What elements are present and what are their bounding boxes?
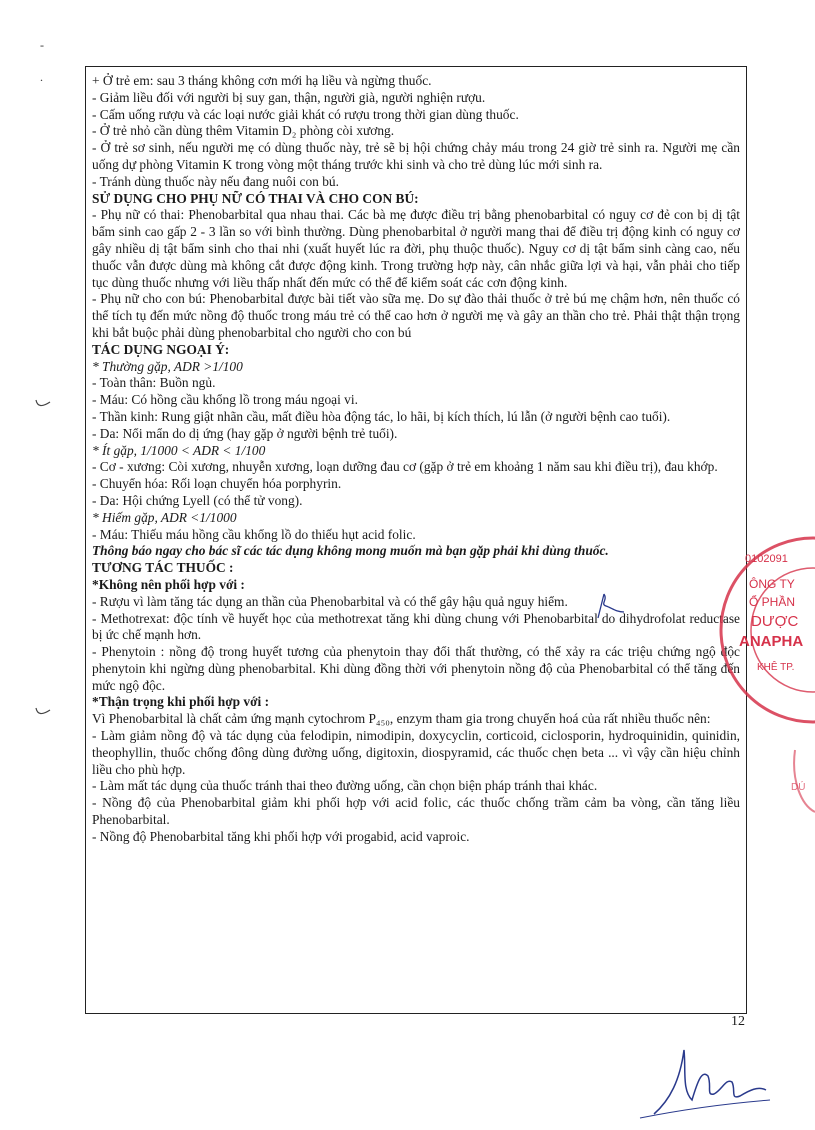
text-line: - Giảm liều đối với người bị suy gan, thận, người già, người nghiện rượu.	[92, 89, 486, 105]
page-number: 12	[731, 1014, 745, 1029]
margin-mark: .	[40, 70, 43, 84]
text-line: - Phenytoin : nồng độ trong huyết tương của phenytoin thay đổi thất thường, có thể xảy ra các triệu chứng ngộ độc phenytoin khi ngừng dùng phenobarbital. Khi dùng đồng thời với phenytoin nồng độ của Phenobarbital có thể tăng đến mức ngộ độc.	[92, 644, 740, 693]
svg-text:Ổ PHẦN: Ổ PHẦN	[749, 595, 796, 609]
punch-hole-mark	[34, 706, 52, 720]
text-line: - Rượu vì làm tăng tác dụng an thần của Phenobarbital và có thể gây hậu quả nguy hiểm.	[92, 593, 568, 609]
margin-mark: -	[40, 38, 44, 52]
frequency-label: * Thường gặp, ADR >1/100	[92, 358, 243, 374]
text-line: - Methotrexat: độc tính về huyết học của methotrexat tăng khi dùng chung với Phenobarbital do dihydrofolat reductase bị ức chế mạnh hơn.	[92, 610, 740, 643]
svg-text:DƯỢC: DƯỢC	[751, 613, 799, 630]
text-line: - Phụ nữ có thai: Phenobarbital qua nhau thai. Các bà mẹ được điều trị bằng phenobarbital có nguy cơ đẻ con bị dị tật bẩm sinh cao gấp 2 - 3 lần so với bình thường. Dùng phenobarbital ở người mang thai để điều trị động kinh có nguy cơ gây nhiều dị tật bẩm sinh cho thai nhi (xuất huyết lúc ra đời, phụ thuộc thuốc). Nguy cơ dị tật bẩm sinh càng cao, nếu thuốc vẫn được dùng mà không cắt được động kinh. Trong trường hợp này, cân nhắc giữa lợi và hại, vẫn phải cho tiếp tục dùng thuốc nhưng với liều thấp nhất đến mức có thể để kiểm soát các cơn động kinh.	[92, 207, 740, 290]
text-line: - Phụ nữ cho con bú: Phenobarbital được bài tiết vào sữa mẹ. Do sự đào thải thuốc ở trẻ bú mẹ chậm hơn, nên thuốc có thể tích tụ đến mức nồng độ thuốc trong máu trẻ có thể cao hơn ở người mẹ và gây an thần cho trẻ. Phải thật thận trọng khi bắt buộc phải dùng phenobarbital cho người cho con bú	[92, 291, 740, 340]
text-line: - Làm mất tác dụng của thuốc tránh thai theo đường uống, cần chọn biện pháp tránh thai khác.	[92, 778, 598, 794]
section-heading: SỬ DỤNG CHO PHỤ NỮ CÓ THAI VÀ CHO CON BÚ:	[92, 190, 419, 206]
text-line: Vì Phenobarbital là chất cảm ứng mạnh cytochrom P₄₅₀, enzym tham gia trong chuyển hoá của rất nhiều thuốc nên:	[92, 711, 711, 727]
frequency-label: * Ít gặp, 1/1000 < ADR < 1/100	[92, 442, 266, 458]
text-line: - Nồng độ Phenobarbital tăng khi phối hợp với progabid, acid vaproic.	[92, 828, 470, 844]
text-line: - Chuyển hóa: Rối loạn chuyển hóa porphyrin.	[92, 476, 342, 492]
initials-signature	[590, 590, 630, 622]
text-line: - Da: Nổi mẩn do dị ứng (hay gặp ở người bệnh trẻ tuổi).	[92, 425, 398, 441]
text-line: - Ở trẻ nhỏ cần dùng thêm Vitamin D₂ phòng còi xương.	[92, 123, 395, 139]
punch-hole-mark	[34, 398, 52, 412]
section-heading: TÁC DỤNG NGOẠI Ý:	[92, 341, 230, 357]
signature	[640, 1030, 770, 1120]
text-line: + Ở trẻ em: sau 3 tháng không cơn mới hạ liều và ngừng thuốc.	[92, 73, 432, 88]
text-line: - Nồng độ của Phenobarbital giảm khi phối hợp với acid folic, các thuốc chống trầm cảm ba vòng, cần tăng liều Phenobarbital.	[92, 795, 740, 828]
warning-notice: Thông báo ngay cho bác sĩ các tác dụng không mong muốn mà bạn gặp phải khi dùng thuốc.	[92, 543, 609, 559]
text-line: - Ở trẻ sơ sinh, nếu người mẹ có dùng thuốc này, trẻ sẽ bị hội chứng chảy máu trong 24 giờ trẻ sinh ra. Người mẹ cần uống dự phòng Vitamin K trong vòng một tháng trước khi sinh và cho trẻ dùng lúc mới sinh ra.	[92, 140, 740, 172]
text-line: - Máu: Thiếu máu hồng cầu khổng lồ do thiếu hụt acid folic.	[92, 526, 416, 542]
company-stamp	[735, 520, 815, 840]
text-line: - Tránh dùng thuốc này nếu đang nuôi con bú.	[92, 173, 339, 189]
text-line: - Da: Hội chứng Lyell (có thể tử vong).	[92, 492, 303, 508]
svg-text:ANAPHA: ANAPHA	[739, 633, 804, 650]
svg-text:DÚ: DÚ	[791, 782, 806, 793]
text-line: - Cấm uống rượu và các loại nước giải khát có rượu trong thời gian dùng thuốc.	[92, 106, 519, 122]
section-heading: TƯƠNG TÁC THUỐC :	[92, 560, 234, 576]
frequency-label: * Hiếm gặp, ADR <1/1000	[92, 509, 237, 525]
svg-text:0102091: 0102091	[745, 553, 788, 565]
text-line: - Máu: Có hồng cầu khổng lồ trong máu ngoại vi.	[92, 392, 358, 408]
document-body	[85, 66, 747, 1014]
subsection-heading: *Thận trọng khi phối hợp với :	[92, 694, 270, 710]
text-line: - Thần kinh: Rung giật nhãn cầu, mất điều hòa động tác, lo hãi, bị kích thích, lú lẫn (ở người bệnh cao tuổi).	[92, 408, 671, 424]
subsection-heading: *Không nên phối hợp với :	[92, 576, 245, 592]
text-line: - Toàn thân: Buồn ngủ.	[92, 375, 216, 391]
text-line: - Cơ - xương: Còi xương, nhuyễn xương, loạn dưỡng đau cơ (gặp ở trẻ em khoảng 1 năm sau khi điều trị), đau khớp.	[92, 459, 718, 475]
text-line: - Làm giảm nồng độ và tác dụng của felodipin, nimodipin, doxycyclin, corticoid, ciclosporin, hydroquinidin, quinidin, theophyllin, thuốc chống đông dùng đường uống, digitoxin, diospyramid, các thuốc chẹn beta ... vì vậy cần hiệu chỉnh liều cho phù hợp.	[92, 728, 740, 777]
svg-text:ÔNG TY: ÔNG TY	[749, 577, 795, 591]
svg-text:KHÊ TP.: KHÊ TP.	[757, 662, 795, 673]
